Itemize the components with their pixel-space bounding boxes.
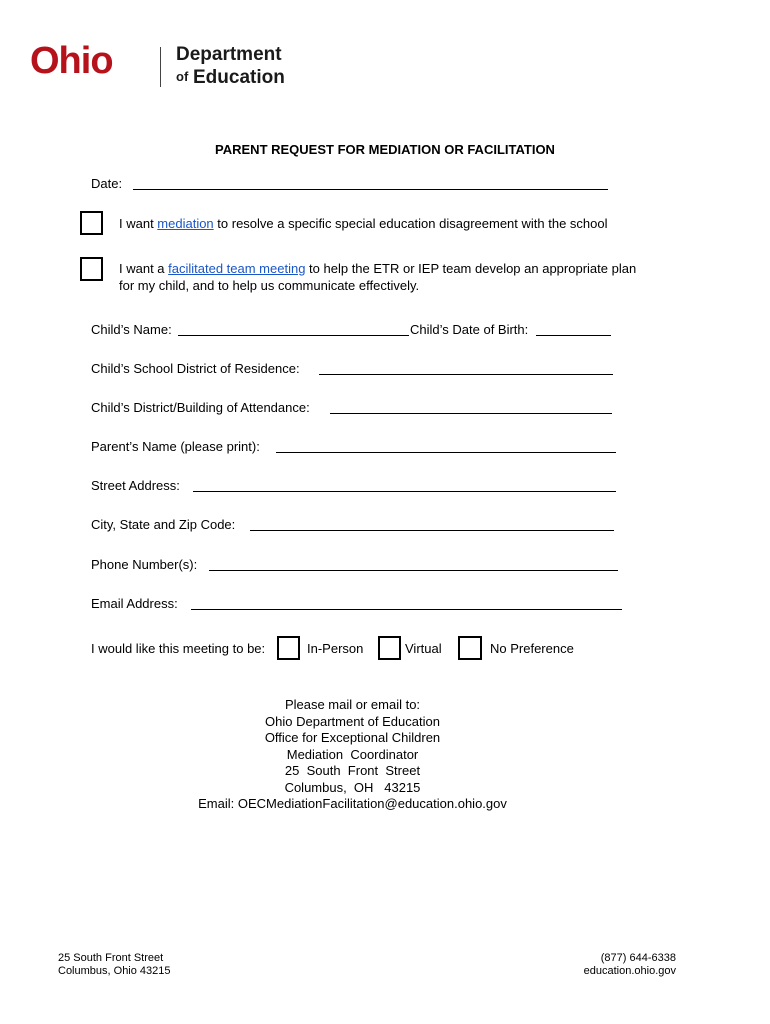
ohio-logo-text: Ohio [30,40,113,82]
facilitation-pre: I want a [119,261,169,276]
child-name-field[interactable] [178,335,409,336]
footer-address [58,952,171,977]
district-residence-label: Child’s School District of Residence: [91,361,300,376]
facilitation-checkbox[interactable] [80,257,103,281]
parent-name-field[interactable] [276,452,616,453]
facilitation-option-text [119,262,636,275]
logo-divider [160,47,161,87]
facilitated-team-meeting-link[interactable]: facilitated team meeting [168,261,306,276]
child-dob-label: Child’s Date of Birth: [410,322,529,337]
facilitation-post: to help the ETR or IEP team develop an appropriate plan [305,261,637,276]
date-label: Date: [91,176,123,191]
mail-line: 25 South Front Street [284,763,421,778]
mail-line: Ohio Department of Education [265,713,440,729]
footer-website[interactable]: education.ohio.gov [583,964,676,977]
mail-line: Please mail or email to: [284,697,421,712]
parent-name-label: Parent’s Name (please print): [91,439,260,454]
form-title: PARENT REQUEST FOR MEDIATION OR FACILITATION [215,142,555,157]
footer-phone: (877) 644-6338 [600,952,676,964]
mail-line: Columbus, OH 43215 [284,779,421,795]
mail-email-line: Email: OECMediationFacilitation@education.ohio.gov [198,796,507,811]
email-field[interactable] [191,609,622,610]
logo-education: Education [193,67,285,88]
no-preference-label: No Preference [490,641,574,656]
city-state-zip-field[interactable] [250,530,614,531]
no-preference-checkbox[interactable] [458,636,482,660]
meeting-type-label: I would like this meeting to be: [91,641,266,656]
logo-of: of [176,69,189,84]
mediation-option-text [119,217,608,230]
phone-label: Phone Number(s): [91,557,198,572]
mail-line: Office for Exceptional Children [264,730,441,745]
footer-address-line1: 25 South Front Street [58,952,164,964]
email-label: Email Address: [91,596,178,611]
logo-department: Department [176,44,282,65]
street-address-label: Street Address: [91,478,180,493]
mail-instructions [0,697,705,813]
street-address-field[interactable] [193,491,616,492]
virtual-checkbox[interactable] [378,636,401,660]
footer-contact [584,952,676,977]
district-attendance-label: Child’s District/Building of Attendance: [91,400,310,415]
phone-field[interactable] [209,570,618,571]
date-field[interactable] [133,189,608,190]
district-attendance-field[interactable] [330,413,612,414]
mediation-post: to resolve a specific special education disagreement with the school [213,216,608,231]
mediation-checkbox[interactable] [80,211,103,235]
city-state-zip-label: City, State and Zip Code: [91,517,236,532]
mail-line: Mediation Coordinator [286,746,419,762]
virtual-label: Virtual [405,641,442,656]
child-name-label: Child’s Name: [91,322,172,337]
mediation-pre: I want [119,216,158,231]
in-person-checkbox[interactable] [277,636,300,660]
in-person-label: In-Person [307,641,364,656]
child-dob-field[interactable] [536,335,611,336]
footer-address-line2: Columbus, Ohio 43215 [58,964,171,977]
mediation-link[interactable]: mediation [157,216,214,231]
district-residence-field[interactable] [319,374,613,375]
facilitation-line2: for my child, and to help us communicate effectively. [119,278,420,293]
